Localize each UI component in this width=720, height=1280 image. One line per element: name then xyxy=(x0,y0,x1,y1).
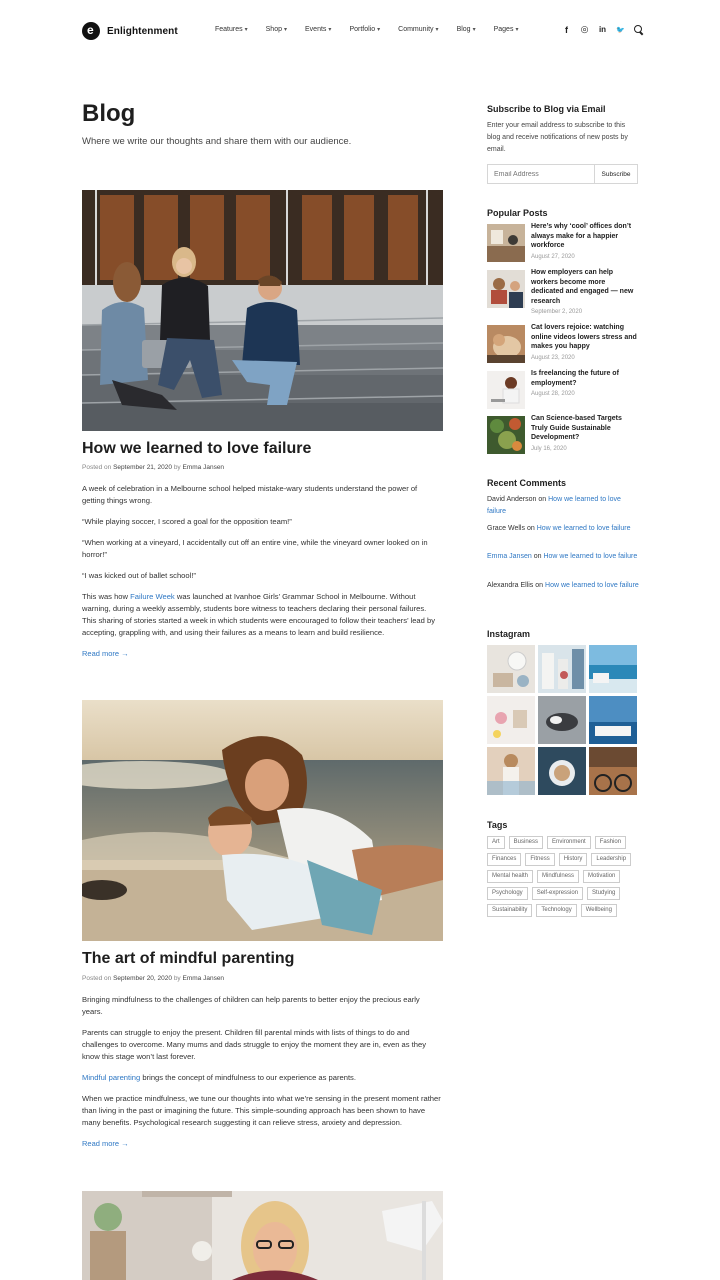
recent-comment: Emma Jansen on How we learned to love failure xyxy=(487,553,638,560)
comment-post-link[interactable]: How we learned to love failure xyxy=(545,582,639,589)
instagram-photo[interactable] xyxy=(538,645,586,693)
search-icon[interactable] xyxy=(634,25,643,34)
subscribe-heading: Subscribe to Blog via Email xyxy=(487,104,606,114)
popular-post-date: August 28, 2020 xyxy=(531,391,575,397)
post-title[interactable]: How we learned to love failure xyxy=(82,440,312,457)
tag-self-expression[interactable]: Self-expression xyxy=(532,887,583,900)
post-author[interactable]: Emma Jansen xyxy=(182,464,225,471)
instagram-photo[interactable] xyxy=(487,645,535,693)
logo-icon xyxy=(82,22,100,40)
twitter-icon[interactable]: 🐦 xyxy=(616,26,625,34)
popular-post-title[interactable]: Can Science-based Targets Truly Guide Sustainable Development? xyxy=(531,415,622,441)
nav-item-portfolio[interactable]: Portfolio ▾ xyxy=(349,26,381,33)
chevron-down-icon: ▾ xyxy=(244,27,248,33)
tag-wellbeing[interactable]: Wellbeing xyxy=(581,904,617,917)
post-title[interactable]: The art of mindful parenting xyxy=(82,950,295,967)
read-more-link[interactable]: Read more → xyxy=(82,1139,129,1148)
nav-item-pages[interactable]: Pages ▾ xyxy=(493,26,519,33)
popular-post-thumbnail[interactable] xyxy=(487,371,525,409)
comment-post-link[interactable]: How we learned to love failure xyxy=(487,496,621,515)
nav-item-events[interactable]: Events ▾ xyxy=(305,26,332,33)
chevron-down-icon: ▾ xyxy=(515,27,519,33)
instagram-heading: Instagram xyxy=(487,629,531,639)
social-links xyxy=(562,24,643,35)
post-image-friends-on-steps[interactable] xyxy=(82,190,443,431)
tag-studying[interactable]: Studying xyxy=(587,887,620,900)
mindful-parenting-link[interactable]: Mindful parenting xyxy=(82,1073,141,1082)
tag-technology[interactable]: Technology xyxy=(536,904,576,917)
tag-mental-health[interactable]: Mental health xyxy=(487,870,533,883)
subscribe-button[interactable]: Subscribe xyxy=(594,164,638,184)
popular-post-title[interactable]: Cat lovers rejoice: watching online videos lowers stress and makes you happy xyxy=(531,324,637,350)
instagram-photo[interactable] xyxy=(589,696,637,744)
recent-comments-heading: Recent Comments xyxy=(487,478,567,488)
chevron-down-icon: ▾ xyxy=(377,27,381,33)
email-input[interactable] xyxy=(487,164,594,184)
comment-author: Grace Wells xyxy=(487,525,525,532)
page-title: Blog xyxy=(82,100,136,127)
popular-post-title[interactable]: Here’s why ‘cool’ offices don’t always make for a happier workforce xyxy=(531,223,632,249)
read-more-link[interactable]: Read more → xyxy=(82,649,129,658)
popular-posts-heading: Popular Posts xyxy=(487,208,548,218)
instagram-photo[interactable] xyxy=(538,696,586,744)
post-excerpt: A week of celebration in a Melbourne school helped mistake-wary students understand the power of getting things wrong. “While playing soccer, I scored a goal for the opposition team!” “When working at a vineyard, I accidentally cut off an entire vine, while the vineyard owner looked on in horror!” “I was kicked out of ballet school!” This was how Failure Week was launched at Ivanhoe Girls’ Grammar School in Melbourne. Without warning, during a weekly assembly, students bore witness to teachers declaring their personal failures. This sharing of stories started a week in which students were encouraged to follow their teachers’ lead by accepting, grappling with, and using their failures as a means to learn and build resilience. xyxy=(82,484,436,637)
tag-history[interactable]: History xyxy=(559,853,588,866)
chevron-down-icon: ▾ xyxy=(284,27,288,33)
tags-heading: Tags xyxy=(487,820,508,830)
post-meta: Posted on September 20, 2020 by Emma Jansen xyxy=(82,975,225,982)
popular-post-item[interactable] xyxy=(487,371,638,409)
instagram-photo[interactable] xyxy=(487,747,535,795)
tag-fitness[interactable]: Fitness xyxy=(525,853,554,866)
chevron-down-icon: ▾ xyxy=(328,27,332,33)
nav-item-community[interactable]: Community ▾ xyxy=(398,26,439,33)
brand-name: Enlightenment xyxy=(107,25,178,37)
popular-post-date: August 23, 2020 xyxy=(531,355,575,361)
popular-post-date: July 16, 2020 xyxy=(531,446,567,452)
popular-post-thumbnail[interactable] xyxy=(487,270,525,308)
post-meta: Posted on September 21, 2020 by Emma Jansen xyxy=(82,464,225,471)
tag-art[interactable]: Art xyxy=(487,836,505,849)
popular-post-thumbnail[interactable] xyxy=(487,224,525,262)
comment-post-link[interactable]: How we learned to love failure xyxy=(543,553,638,560)
tag-sustainability[interactable]: Sustainability xyxy=(487,904,532,917)
post-image-mother-and-child[interactable] xyxy=(82,700,443,941)
popular-post-item[interactable] xyxy=(487,224,638,262)
recent-comment: Alexandra Ellis on How we learned to love failure xyxy=(487,582,639,589)
facebook-icon[interactable]: f xyxy=(565,24,568,35)
comment-author: David Anderson xyxy=(487,496,537,503)
site-logo[interactable] xyxy=(82,22,178,40)
nav-item-blog[interactable]: Blog ▾ xyxy=(456,26,476,33)
site-header xyxy=(0,0,720,64)
comment-author-link[interactable]: Emma Jansen xyxy=(487,553,532,560)
tag-psychology[interactable]: Psychology xyxy=(487,887,528,900)
linkedin-icon[interactable]: in xyxy=(598,25,607,34)
comment-author: Alexandra Ellis xyxy=(487,582,534,589)
tag-mindfulness[interactable]: Mindfulness xyxy=(537,870,579,883)
post-date[interactable]: September 20, 2020 xyxy=(113,975,172,982)
tag-leadership[interactable]: Leadership xyxy=(591,853,631,866)
main-nav xyxy=(215,26,536,33)
post-date[interactable]: September 21, 2020 xyxy=(113,464,172,471)
popular-post-date: August 27, 2020 xyxy=(531,254,575,260)
instagram-photo[interactable] xyxy=(589,747,637,795)
tag-finances[interactable]: Finances xyxy=(487,853,521,866)
popular-post-item[interactable] xyxy=(487,325,638,363)
post-image-woman-at-desk[interactable] xyxy=(82,1191,443,1280)
chevron-down-icon: ▾ xyxy=(435,27,439,33)
popular-post-title[interactable]: How employers can help workers become more dedicated and engaged — new research xyxy=(531,269,634,305)
instagram-photo[interactable] xyxy=(589,645,637,693)
subscribe-text: Enter your email address to subscribe to this blog and receive notifications of new posts by email. xyxy=(487,122,628,153)
post-author[interactable]: Emma Jansen xyxy=(182,975,225,982)
post-excerpt: Bringing mindfulness to the challenges of children can help parents to better enjoy the precious early years. Parents can struggle to enjoy the present. Children fill parental minds with lists of things to do and challenges to overcome. Many mums and dads struggle to enjoy the moment they are in, even as they know this stage won’t last forever. Mindful parenting brings the concept of mindfulness to our experience as parents. When we practice mindfulness, we tune our thoughts into what we’re sensing in the present moment rather than living in the past or imagining the future. This simple-sounding approach has been shown to have many benefits. Psychological research suggesting it can relieve stress, anxiety and depression. xyxy=(82,995,441,1127)
tag-cloud xyxy=(487,836,642,917)
page-subtitle: Where we write our thoughts and share them with our audience. xyxy=(82,136,352,147)
tag-motivation[interactable]: Motivation xyxy=(583,870,620,883)
popular-post-date: September 2, 2020 xyxy=(531,309,583,315)
popular-post-thumbnail[interactable] xyxy=(487,325,525,363)
recent-comment: Grace Wells on How we learned to love failure xyxy=(487,525,631,532)
chevron-down-icon: ▾ xyxy=(472,27,476,33)
instagram-icon[interactable]: ◎ xyxy=(580,24,589,34)
instagram-photo[interactable] xyxy=(487,696,535,744)
tag-environment[interactable]: Environment xyxy=(547,836,591,849)
failure-week-link[interactable]: Failure Week xyxy=(130,592,175,601)
nav-item-shop[interactable]: Shop ▾ xyxy=(265,26,288,33)
popular-post-item[interactable] xyxy=(487,269,638,315)
tag-business[interactable]: Business xyxy=(509,836,543,849)
popular-post-thumbnail[interactable] xyxy=(487,416,525,454)
tag-fashion[interactable]: Fashion xyxy=(595,836,626,849)
popular-post-item[interactable] xyxy=(487,416,638,454)
instagram-photo[interactable] xyxy=(538,747,586,795)
comment-post-link[interactable]: How we learned to love failure xyxy=(536,525,631,532)
nav-item-features[interactable]: Features ▾ xyxy=(215,26,248,33)
popular-post-title[interactable]: Is freelancing the future of employment? xyxy=(531,370,619,387)
recent-comment: David Anderson on How we learned to love failure xyxy=(487,496,621,515)
